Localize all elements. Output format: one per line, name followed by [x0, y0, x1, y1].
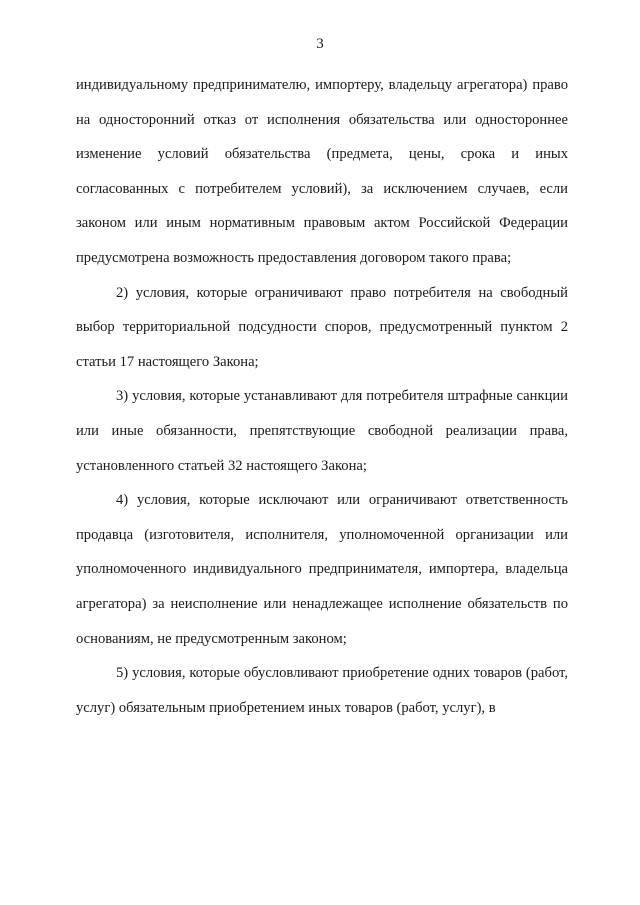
paragraph-continuation: индивидуальному предпринимателю, импортеру, владельцу агрегатора) право на односторонний отказ от исполнения обязательства или одностороннее изменение условий обязательства (предмета, цены, срока и иных согласованных с потребителем условий), за исключением случаев, если законом или иным нормативным правовым актом Российской Федерации предусмотрена возможность предоставления договором такого права; — [76, 77, 568, 266]
paragraph-item-3: 3) условия, которые устанавливают для потребителя штрафные санкции или иные обязанности, препятствующие свободной реализации права, установленного статьей 32 настоящего Закона; — [76, 388, 568, 474]
paragraph-item-5: 5) условия, которые обусловливают приобретение одних товаров (работ, услуг) обязательным приобретением иных товаров (работ, услуг), в — [76, 665, 568, 716]
paragraph-item-2: 2) условия, которые ограничивают право потребителя на свободный выбор территориальной подсудности споров, предусмотренный пунктом 2 статьи 17 настоящего Закона; — [76, 284, 568, 370]
document-body — [76, 68, 568, 725]
page-number: 3 — [316, 36, 324, 52]
paragraph-item-4: 4) условия, которые исключают или ограничивают ответственность продавца (изготовителя, исполнителя, уполномоченной организации или уполномоченного индивидуального предпринимателя, импортера, владельца агрегатора) за неисполнение или ненадлежащее исполнение обязательств по основаниям, не предусмотренным законом; — [76, 492, 568, 647]
